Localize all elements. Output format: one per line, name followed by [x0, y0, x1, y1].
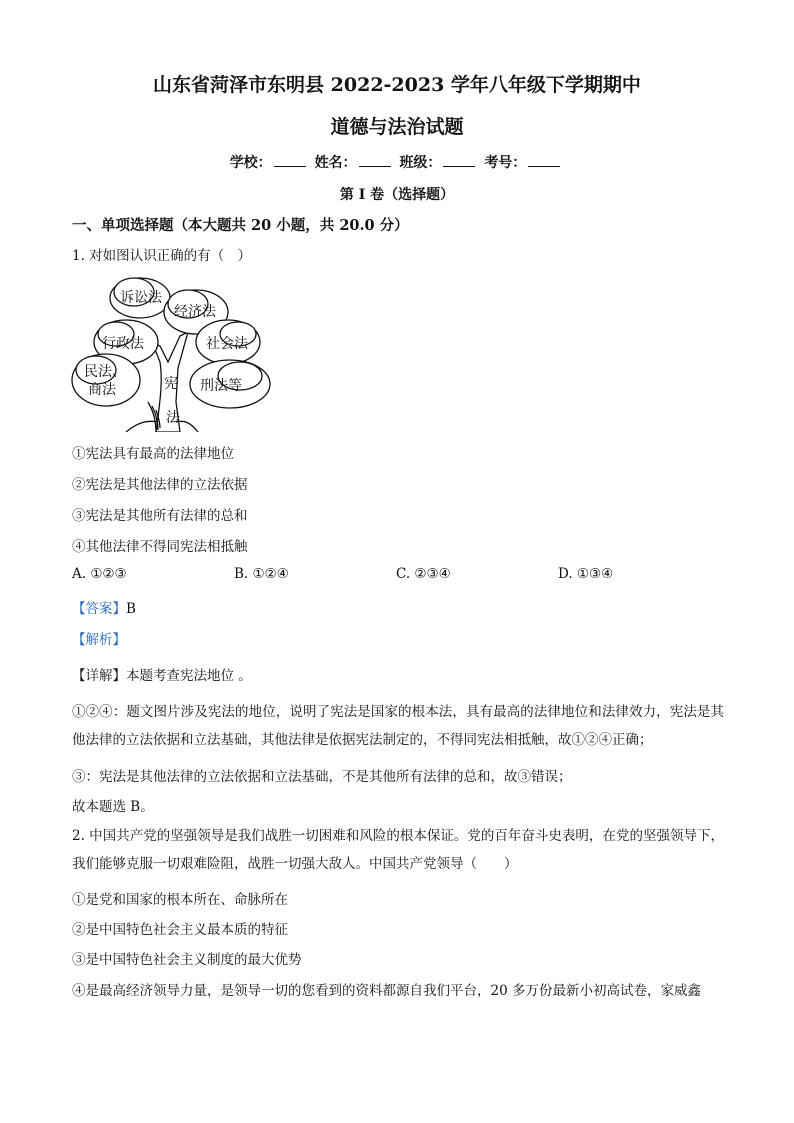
- school-label: 学校：: [229, 155, 272, 171]
- q1-statement-3: ③宪法是其他所有法律的总和: [72, 508, 248, 524]
- volume-heading: 第 I 卷（选择题）: [339, 187, 455, 203]
- q1-statement-1: ①宪法具有最高的法律地位: [72, 446, 234, 462]
- q2-statement-1: ①是党和国家的根本所在、命脉所在: [72, 892, 288, 908]
- answer-tag: 【答案】: [72, 601, 126, 617]
- q1-explanation-1: ①②④：题文图片涉及宪法的地位，说明了宪法是国家的根本法，具有最高的法律地位和法律效力，宪法是其他法律的立法依据和立法基础，其他法律是依据宪法制定的，不得同宪法相抵触，故①②④正确；: [72, 704, 724, 748]
- q1-statement-2: ②宪法是其他法律的立法依据: [72, 477, 248, 493]
- exam-number-blank[interactable]: [528, 154, 560, 167]
- student-info-row: [0, 152, 794, 172]
- name-blank[interactable]: [359, 154, 391, 167]
- q1-statement-4: ④其他法律不得同宪法相抵触: [72, 539, 248, 555]
- tree-label-economic: 经济法: [174, 304, 216, 320]
- q1-conclusion: 故本题选 B。: [72, 799, 154, 815]
- q2-statement-4: ④是最高经济领导力量，是领导一切的您看到的资料都源自我们平台，20 多万份最新小初高试卷，家威鑫: [72, 983, 701, 999]
- tree-trunk-label-bottom: 法: [166, 410, 180, 426]
- q2-statement-2: ②是中国特色社会主义最本质的特征: [72, 922, 288, 938]
- answer-value: B: [126, 601, 136, 617]
- tree-label-civil-line2: 商法: [88, 382, 116, 398]
- q1-option-b: B. ①②④: [234, 566, 289, 582]
- exam-number-label: 考号：: [484, 155, 527, 171]
- class-label: 班级：: [399, 155, 442, 171]
- q2-statement-3: ③是中国特色社会主义制度的最大优势: [72, 952, 302, 968]
- exam-title-line2: 道德与法治试题: [330, 116, 464, 138]
- class-blank[interactable]: [443, 154, 475, 167]
- q1-option-d: D. ①③④: [558, 566, 614, 582]
- tree-trunk-label-top: 宪: [164, 376, 178, 392]
- detail-text: 本题考查宪法地位 。: [126, 668, 252, 684]
- constitution-tree-figure: [68, 272, 288, 432]
- q1-stem: 1. 对如图认识正确的有（ ）: [72, 248, 252, 264]
- school-blank[interactable]: [274, 154, 306, 167]
- q1-option-c: C. ②③④: [396, 566, 451, 582]
- q1-analysis-row: [72, 628, 126, 648]
- exam-title-line1: 山东省菏泽市东明县 2022-2023 学年八年级下学期期中: [153, 74, 641, 96]
- analysis-tag: 【解析】: [72, 632, 126, 648]
- section-heading: 一、单项选择题（本大题共 20 小题，共 20.0 分）: [72, 217, 409, 234]
- tree-label-criminal: 刑法等: [200, 378, 242, 394]
- tree-label-litigation: 诉讼法: [120, 290, 162, 306]
- q1-explanation-2: ③：宪法是其他法律的立法依据和立法基础，不是其他所有法律的总和，故③错误；: [72, 769, 572, 785]
- q1-option-a: A. ①②③: [72, 566, 127, 582]
- name-label: 姓名：: [314, 155, 357, 171]
- q2-stem: 2. 中国共产党的坚强领导是我们战胜一切困难和风险的根本保证。党的百年奋斗史表明，在党的坚强领导下，我们能够克服一切艰难险阻，战胜一切强大敌人。中国共产党领导（ ）: [72, 828, 724, 872]
- q1-answer-row: [72, 597, 136, 617]
- tree-label-social: 社会法: [206, 336, 248, 352]
- tree-label-civil-line1: 民法、: [84, 364, 126, 380]
- tree-label-administrative: 行政法: [102, 336, 144, 352]
- q1-detail-row: [72, 664, 252, 684]
- detail-tag: 【详解】: [72, 668, 126, 684]
